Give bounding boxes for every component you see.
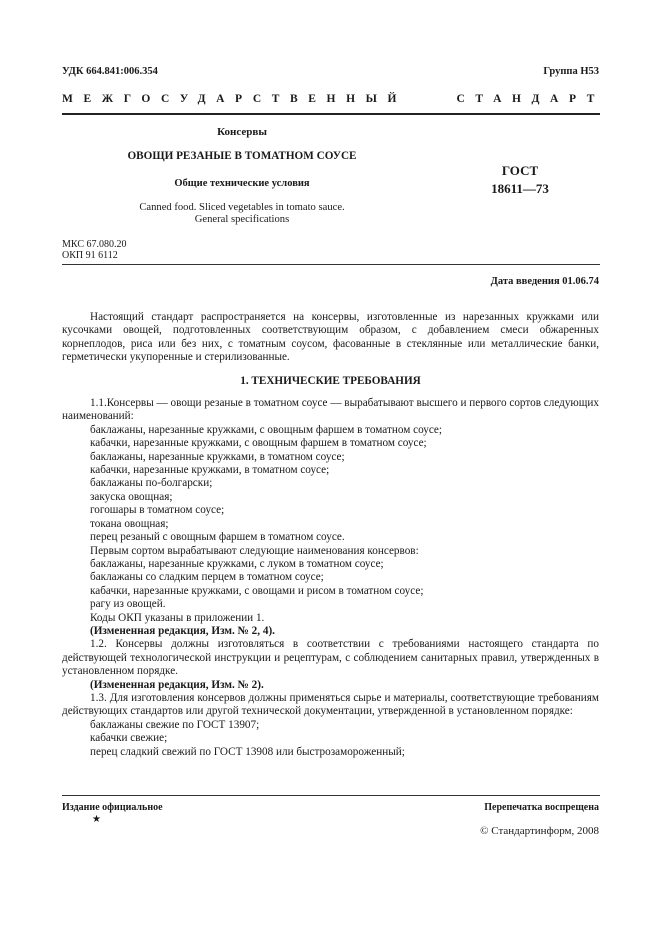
clause-1-3: 1.3. Для изготовления консервов должны применяться сырье и материалы, соответствующие требованиям действующих стандартов или другой технической документации, утвержденной в установленном порядке: [62,691,599,718]
list-item: кабачки, нарезанные кружками, с овощным фаршем в томатном соусе; [90,437,427,450]
list-item: кабачки свежие; [90,732,168,745]
list-item: токана овощная; [90,517,169,530]
header-rule [62,113,600,115]
clause-1-1: 1.1.Консервы — овощи резаные в томатном соусе — вырабатывают высшего и первого сортов следующих наименований: [62,397,599,423]
list-item: баклажаны, нарезанные кружками, с луком в томатном соусе; [90,557,384,570]
standard-type-left: МЕЖГОСУДАРСТВЕННЫЙ [62,93,408,105]
english-title-line2: General specifications [194,214,290,225]
gost-number: 18611—73 [491,181,549,196]
list-item: баклажаны, нарезанные кружками, с овощным фаршем в томатном соусе; [90,423,443,436]
okp-code: ОКП 91 6112 [62,250,118,261]
udk-code: УДК 664.841:006.354 [62,66,158,77]
list-item: рагу из овощей. [90,598,166,611]
first-grade-intro: Первым сортом вырабатывают следующие наименования консервов: [90,544,419,557]
reprint-notice: Перепечатка воспрещена [484,802,599,813]
list-item: перец резаный с овощным фаршем в томатном соусе. [90,531,345,544]
list-item: баклажаны, нарезанные кружками, в томатном соусе; [90,450,345,463]
mks-code: МКС 67.080.20 [62,239,127,250]
document-body [62,311,599,759]
list-item: баклажаны со сладким перцем в томатном соусе; [90,571,324,584]
edition-label: Издание официальное [62,802,163,813]
document-title: ОВОЩИ РЕЗАНЫЕ В ТОМАТНОМ СОУСЕ [127,150,357,162]
list-item: баклажаны свежие по ГОСТ 13907; [90,718,260,731]
category: Консервы [217,126,267,138]
document-subtitle: Общие технические условия [174,178,310,189]
copyright: © Стандартинформ, 2008 [480,825,599,837]
english-title-line1: Canned food. Sliced vegetables in tomato sauce. [139,202,345,213]
section-heading: 1. ТЕХНИЧЕСКИЕ ТРЕБОВАНИЯ [240,374,421,387]
standard-type-right: СТАНДАРТ [456,93,605,105]
list-item: баклажаны по-болгарски; [90,477,213,490]
footer-rule [62,795,600,796]
list-item: гогошары в томатном соусе; [90,504,225,517]
amendment-note: (Измененная редакция, Изм. № 2). [90,678,264,691]
amendment-note: (Измененная редакция, Изм. № 2, 4). [90,624,275,637]
list-item: перец сладкий свежий по ГОСТ 13908 или быстрозамороженный; [90,745,405,758]
group-code: Группа Н53 [543,66,599,77]
clause-1-2: 1.2. Консервы должны изготовляться в соответствии с требованиями настоящего стандарта по действующей технологической инструкции и рецептурам, с соблюдением санитарных правил, утвержденных в установленном порядке. [62,638,599,678]
gost-label: ГОСТ [501,163,539,178]
list-item: кабачки, нарезанные кружками, с овощами и рисом в томатном соусе; [90,584,424,597]
star-icon: ★ [92,814,101,825]
list-item: кабачки, нарезанные кружками, в томатном соусе; [90,464,330,477]
okp-note: Коды ОКП указаны в приложении 1. [90,611,265,624]
codes-rule [62,264,600,265]
intro-paragraph: Настоящий стандарт распространяется на консервы, изготовленные из нарезанных кружками или кусочками овощей, подготовленных соответствующим образом, с добавлением смеси обжаренных корнеплодов, риса или без них, с томатным соусом, фасованные в стеклянные или металлические банки, герметически укупоренные и стерилизованные. [62,311,599,364]
intro-date: Дата введения 01.06.74 [490,276,599,287]
list-item: закуска овощная; [90,490,173,503]
